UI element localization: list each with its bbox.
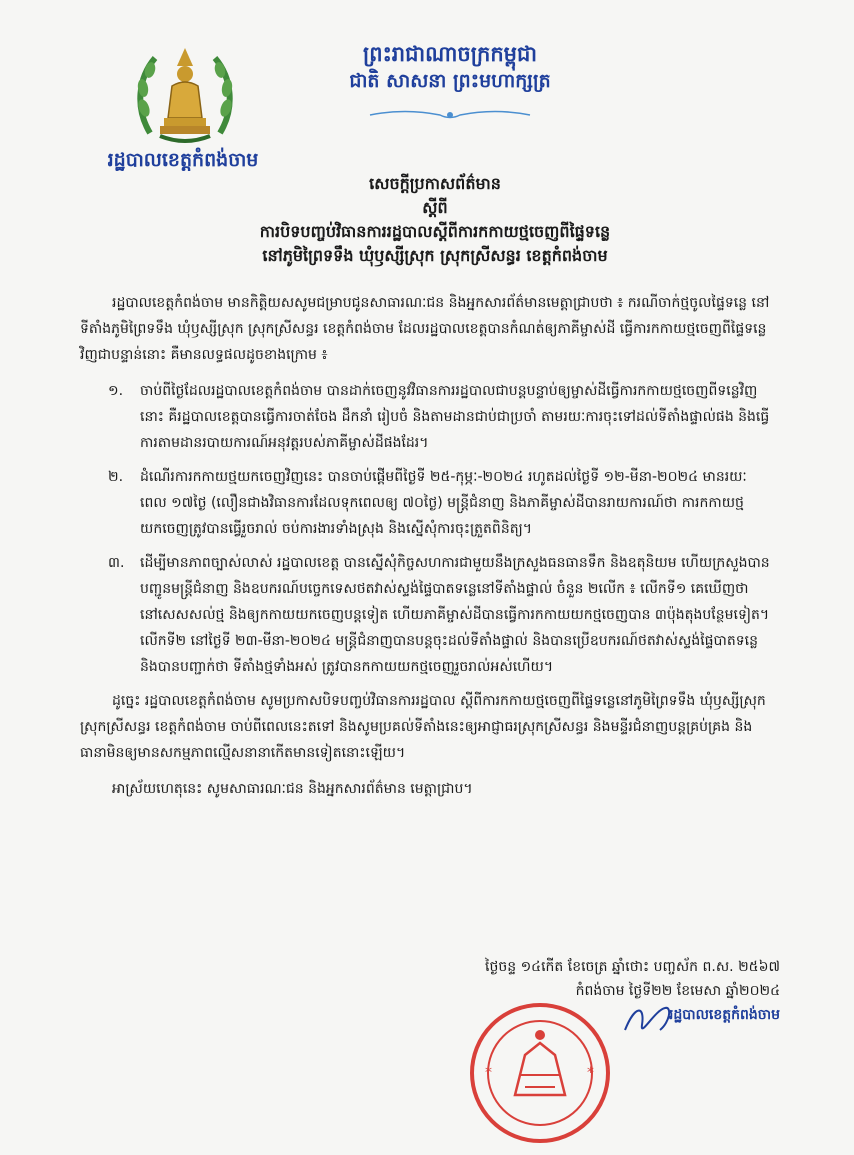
conclusion-paragraph: ដូច្នេះ រដ្ឋបាលខេត្តកំពង់ចាម សូមប្រកាសបិទបញ្ចប់វិធានការរដ្ឋបាល ស្តីពីការកកាយថ្មចេញពីផ្ទៃទន្លេនៅភូមិព្រៃទទឹង ឃុំឫស្សីស្រុក ស្រុកស្រីសន្ធរ ខេត្តកំពង់ចាម ចាប់ពីពេលនេះតទៅ និងសូមប្រគល់ទីតាំងនេះឲ្យអាជ្ញាធរស្រុកស្រីសន្ធរ និងមន្ទីរជំនាញបន្តគ្រប់គ្រង និងធានាមិនឲ្យមានសកម្មភាពល្មើសនានាកើតមានទៀតនោះឡើយ។ — [80, 693, 766, 761]
title-line-2: ស្តីពី — [422, 198, 448, 217]
item-text: ដំណើរការកកាយថ្មយកចេញវិញនេះ បានចាប់ផ្តើមពីថ្ងៃទី ២៥-កុម្ភៈ-២០២៤ រហូតដល់ថ្ងៃទី ១២-មីនា-២០២៤ មានរយៈពេល ១៧ថ្ងៃ (លឿនជាងវិធានការដែលទុកពេលឲ្យ ៧០ថ្ងៃ) មន្ត្រីជំនាញ និងភាគីម្ចាស់ដីបានរាយការណ៍ថា ការកកាយថ្មយកចេញត្រូវបានធ្វើរួចរាល់ ចប់ការងារទាំងស្រុង និងស្នើសុំការចុះត្រួតពិនិត្យ។ — [140, 469, 747, 537]
official-seal-stamp — [455, 995, 625, 1145]
kingdom-name: ព្រះរាជាណាចក្រកម្ពុជា — [362, 42, 537, 66]
list-item — [80, 378, 770, 456]
ornament-divider — [360, 106, 540, 124]
list-item — [80, 550, 770, 680]
nation-religion-king: ជាតិ សាសនា ព្រះមហាក្សត្រ — [349, 70, 551, 92]
item-number: ១. — [108, 383, 124, 399]
place-and-date: កំពង់ចាម ថ្ងៃទី២២ ខែមេសា ឆ្នាំ២០២៤ — [575, 983, 780, 999]
closing-paragraph: អាស្រ័យហេតុនេះ សូមសាធារណៈជន និងអ្នកសារព័ត៌មាន មេត្តាជ្រាប។ — [112, 781, 473, 797]
title-line-1: សេចក្តីប្រកាសព័ត៌មាន — [369, 174, 501, 193]
handwritten-signature — [620, 1000, 680, 1040]
item-text: ដើម្បីមានភាពច្បាស់លាស់ រដ្ឋបាលខេត្ត បានស្នើសុំកិច្ចសហការជាមួយនឹងក្រសួងធនធានទឹក និងឧតុនិយម ហើយក្រសួងបានបញ្ជូនមន្ត្រីជំនាញ និងឧបករណ៍បច្ចេកទេសថតវាស់ស្ទង់ផ្ទៃបាតទន្លេនៅទីតាំងផ្ទាល់ ចំនួន ២លើក ៖ លើកទី១ គេឃើញថានៅសេសសល់ថ្ម និងឲ្យកកាយយកចេញបន្តទៀត ហើយភាគីម្ចាស់ដីបានធ្វើការកកាយយកថ្មចេញបាន ៣ប៉ុងតុងបន្ថែមទៀត។ លើកទី២ នៅថ្ងៃទី ២៣-មីនា-២០២៤ មន្ត្រីជំនាញបានបន្តចុះដល់ទីតាំងផ្ទាល់ និងបានប្រើឧបករណ៍ថតវាស់ស្ទង់ផ្ទៃបាតទន្លេ និងបានបញ្ជាក់ថា ទីតាំងថ្មទាំងអស់ ត្រូវបានកកាយយកថ្មចេញរួចរាល់អស់ហើយ។ — [140, 555, 770, 675]
intro-paragraph: រដ្ឋបាលខេត្តកំពង់ចាម មានកិត្តិយសសូមជម្រាបជូនសាធារណៈជន និងអ្នកសារព័ត៌មានមេត្តាជ្រាបថា ៖ ករណីចាក់ថ្មចូលផ្ទៃទន្លេ នៅទីតាំងភូមិព្រៃទទឹង ឃុំឫស្សីស្រុក ស្រុកស្រីសន្ធរ ខេត្តកំពង់ចាម ដែលរដ្ឋបាលខេត្តបានកំណត់ឲ្យភាគីម្ចាស់ដី ធ្វើការកកាយថ្មចេញពីផ្ទៃទន្លេវិញជាបន្ទាន់នោះ គឺមានលទ្ធផលដូចខាងក្រោម ៖ — [80, 295, 770, 363]
list-item — [80, 464, 770, 542]
item-number: ៣. — [108, 555, 125, 571]
item-number: ២. — [108, 469, 124, 485]
title-line-3: ការបិទបញ្ចប់វិធានការរដ្ឋបាលស្តីពីការកកាយថ្មចេញពីផ្ទៃទន្លេ — [259, 222, 611, 241]
item-text: ចាប់ពីថ្ងៃដែលរដ្ឋបាលខេត្តកំពង់ចាម បានដាក់ចេញនូវវិធានការរដ្ឋបាលជាបន្តបន្ទាប់ឲ្យម្ចាស់ដីធ្វើការកកាយថ្មចេញពីទន្លេវិញនោះ គឺរដ្ឋបាលខេត្តបានធ្វើការចាត់ចែង ដឹកនាំ រៀបចំ និងតាមដានជាប់ជាប្រចាំ តាមរយៈការចុះទៅដល់ទីតាំងផ្ទាល់ផង និងធ្វើការតាមដានរបាយការណ៍អនុវត្តរបស់ភាគីម្ចាស់ដីផងដែរ។ — [140, 383, 770, 451]
svg-text:*: * — [485, 1065, 492, 1081]
announcement-title — [90, 172, 780, 268]
provincial-administration-name: រដ្ឋបាលខេត្តកំពង់ចាម — [107, 149, 259, 171]
lunar-date: ថ្ងៃចន្ទ ១៤កើត ខែចេត្រ ឆ្នាំថោះ បញ្ចស័ក ព.ស. ២៥៦៧ — [485, 959, 780, 975]
kingdom-motto — [300, 40, 600, 94]
announcement-body — [80, 290, 770, 812]
signer-name: រដ្ឋបាលខេត្តកំពង់ចាម — [668, 1007, 780, 1023]
provincial-emblem-logo — [130, 38, 240, 148]
svg-text:*: * — [587, 1065, 594, 1081]
title-line-4: នៅភូមិព្រៃទទឹង ឃុំឫស្សីស្រុក ស្រុកស្រីសន្ធរ ខេត្តកំពង់ចាម — [262, 246, 608, 265]
